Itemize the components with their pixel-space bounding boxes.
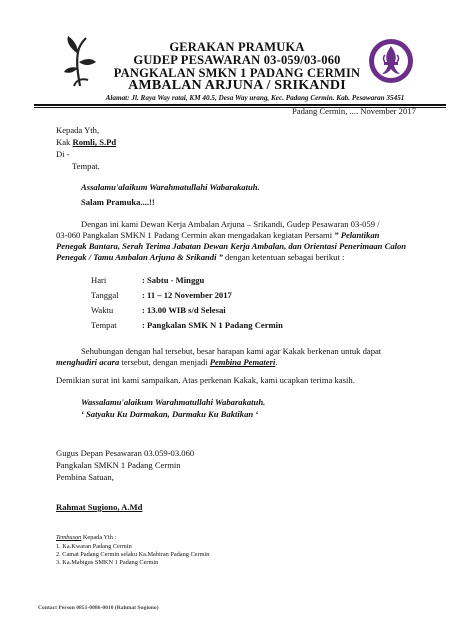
detail-label-hari: Hari — [91, 275, 107, 285]
pangkalan-title: PANGKALAN SMKN 1 PADANG CERMIN — [113, 66, 361, 80]
tembusan-label-rest: Kepada Yth : — [81, 534, 117, 541]
ambalan-title: AMBALAN ARJUNA / SRIKANDI — [128, 78, 346, 93]
body-text: tersebut, dengan menjadi — [119, 357, 210, 367]
salam-opening: Assalamu'alaikum Warahmatullahi Wabarakatuh. — [81, 182, 260, 192]
recipient-kepada: Kepada Yth, — [56, 125, 100, 135]
signatory-name: Rahmat Sugiono, A.Md — [56, 502, 143, 512]
detail-value-tempat: : Pangkalan SMK N 1 Padang Cermin — [142, 320, 283, 330]
body-text: . — [275, 357, 278, 367]
body-text: 03-060 Pangkalan SMKN 1 Padang Cermin akan mengadakan kegiatan Persami — [56, 230, 335, 240]
tembusan-item: 3. Ka.Mabigus SMKN 1 Padang Cermin — [56, 559, 159, 566]
letter-date: Padang Cermin, .... November 2017 — [292, 106, 416, 116]
signature-role: Pembina Satuan, — [56, 472, 114, 482]
activity-name-end: Penegak / Tamu Ambalan Arjuna & Srikandi ” — [56, 252, 223, 262]
signature-unit-line-2: Pangkalan SMKN 1 Padang Cermin — [56, 460, 181, 470]
body-text: dengan ketentuan sebagai berikut : — [222, 252, 345, 262]
detail-value-waktu: : 13.00 WIB s/d Selesai — [142, 305, 226, 315]
activity-name-start: ” Pelantikan — [334, 230, 380, 240]
detail-value-tanggal: : 11 – 12 November 2017 — [142, 290, 232, 300]
tembusan-item: 1. Ka.Kwaran Padang Cermin — [56, 543, 132, 550]
role-emphasis: Pembina Pemateri — [209, 357, 276, 367]
address-line: Alamat: Jl. Raya Way ratai, KM 40.5, Desa Way urang, Kec. Padang Cermin. Kab. Pesawaran 35451 — [105, 94, 405, 102]
body-paragraph-2-line-1: Sehubungan dengan hal tersebut, besar harapan kami agar Kakak berkenan untuk dapat — [81, 346, 382, 356]
salam-closing: Wassalamu'alaikum Warahmatullahi Wabarakatuh. — [81, 397, 266, 407]
scout-motto: ‘ Satyaku Ku Darmakan, Darmaku Ku Baktikan ‘ — [81, 409, 259, 419]
recipient-tempat: Tempat. — [72, 161, 100, 171]
contact-person-footer: Contact Person 0851-0086-0010 (Rahmat Sugiono) — [38, 605, 159, 611]
recipient-kak-prefix: Kak — [56, 137, 71, 147]
gudep-title: GUDEP PESAWARAN 03-059/03-060 — [133, 53, 341, 67]
org-title: GERAKAN PRAMUKA — [169, 40, 305, 54]
detail-label-tempat: Tempat — [91, 320, 117, 330]
signature-unit-line-1: Gugus Depan Pesawaran 03.059-03.060 — [56, 448, 195, 458]
recipient-name-line — [56, 137, 116, 148]
recipient-di: Di - — [56, 149, 70, 159]
salam-pramuka: Salam Pramuka....!! — [81, 197, 155, 207]
detail-value-hari: : Sabtu - Minggu — [142, 275, 205, 285]
body-paragraph-2-line-2 — [56, 357, 278, 368]
attend-emphasis: menghadiri acara — [56, 357, 120, 367]
body-paragraph-1-line-2 — [56, 230, 379, 241]
body-paragraph-1-line-4 — [56, 252, 344, 263]
detail-label-tanggal: Tanggal — [91, 290, 119, 300]
detail-label-waktu: Waktu — [91, 305, 114, 315]
tembusan-item: 2. Camat Padang Cermin selaku Ka.Mabiran Padang Cermin — [56, 551, 210, 558]
recipient-name: Romli, S.Pd — [72, 137, 117, 147]
body-paragraph-1-line-1: Dengan ini kami Dewan Kerja Ambalan Arjuna – Srikandi, Gudep Pesawaran 03-059 / — [81, 219, 380, 229]
tembusan-heading — [56, 534, 116, 542]
body-paragraph-3: Demikian surat ini kami sampaikan. Atas perkenan Kakak, kami ucapkan terima kasih. — [56, 375, 355, 385]
tembusan-label: Tembusan — [56, 534, 82, 541]
activity-name-middle: Penegak Bantara, Serah Terima Jabatan Dewan Kerja Ambalan, dan Orientasi Penerimaan Calon — [56, 241, 407, 251]
